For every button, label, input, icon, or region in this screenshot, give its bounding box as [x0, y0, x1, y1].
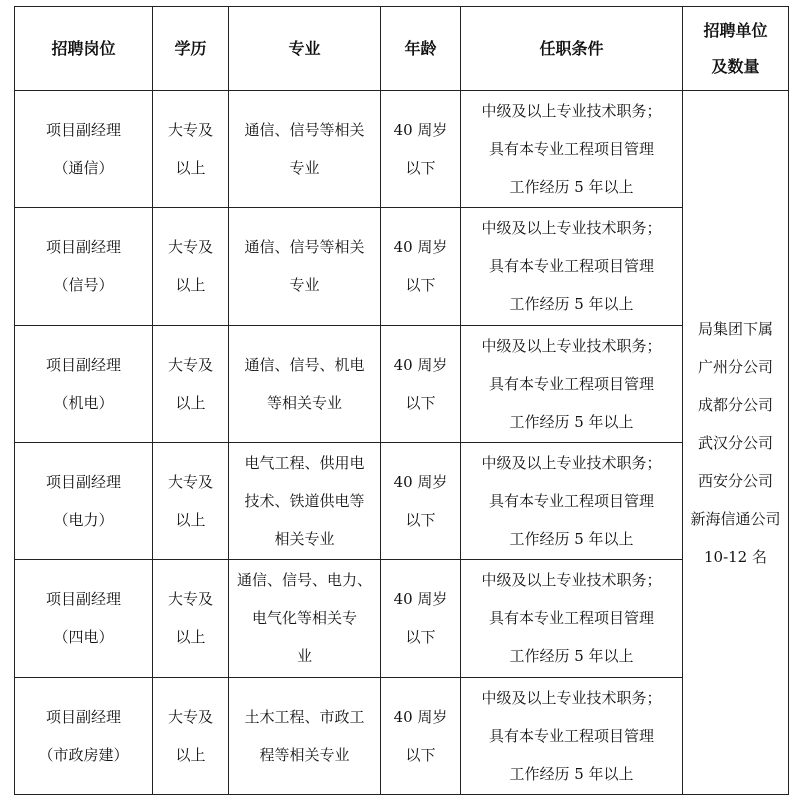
age-line: 40 周岁: [393, 355, 448, 374]
education-line: 大专及: [167, 707, 213, 726]
major-line: 专业: [289, 276, 320, 295]
cell-requirements: [461, 677, 683, 794]
age-line: 40 周岁: [393, 473, 448, 492]
age-line: 以下: [405, 745, 436, 764]
position-line: （市政房建）: [38, 745, 129, 764]
cell-major: [229, 325, 381, 442]
header-row: [15, 7, 789, 91]
table-row: [15, 208, 789, 325]
cell-requirements: [461, 560, 683, 677]
major-line: 等相关专业: [266, 393, 342, 412]
requirement-line: 中级及以上专业技术职务；: [481, 454, 662, 473]
age-line: 40 周岁: [393, 707, 448, 726]
cell-education: [153, 208, 229, 325]
cell-age: [381, 560, 461, 677]
position-line: 项目副经理: [45, 355, 121, 374]
education-line: 以上: [175, 276, 206, 295]
position-line: （四电）: [53, 628, 114, 647]
requirement-line: 具有本专业工程项目管理: [488, 374, 654, 393]
requirement-line: 工作经历 5 年以上: [509, 412, 634, 431]
cell-education: [153, 560, 229, 677]
requirement-line: 中级及以上专业技术职务；: [481, 688, 662, 707]
requirement-line: 工作经历 5 年以上: [509, 530, 634, 549]
major-line: 业: [296, 647, 312, 666]
education-line: 大专及: [167, 473, 213, 492]
major-line: 通信、信号等相关: [244, 238, 365, 257]
age-line: 以下: [405, 159, 436, 178]
header-major: 专业: [229, 7, 381, 91]
major-line: 通信、信号等相关: [244, 121, 365, 140]
header-unit-line2: 及数量: [711, 56, 760, 76]
header-age: 年龄: [381, 7, 461, 91]
requirement-line: 具有本专业工程项目管理: [488, 726, 654, 745]
cell-position: [15, 91, 153, 208]
requirement-line: 中级及以上专业技术职务；: [481, 571, 662, 590]
major-line: 程等相关专业: [259, 745, 350, 764]
header-position: 招聘岗位: [15, 7, 153, 91]
cell-major: [229, 442, 381, 559]
major-line: 相关专业: [274, 530, 335, 549]
requirement-line: 中级及以上专业技术职务；: [481, 102, 662, 121]
requirement-line: 具有本专业工程项目管理: [488, 140, 654, 159]
cell-age: [381, 91, 461, 208]
cell-education: [153, 677, 229, 794]
cell-requirements: [461, 442, 683, 559]
education-line: 大专及: [167, 238, 213, 257]
table-row: [15, 442, 789, 559]
major-line: 通信、信号、机电: [244, 355, 365, 374]
position-line: 项目副经理: [45, 121, 121, 140]
cell-age: [381, 442, 461, 559]
requirement-line: 具有本专业工程项目管理: [488, 609, 654, 628]
major-line: 专业: [289, 159, 320, 178]
education-line: 以上: [175, 745, 206, 764]
major-line: 土木工程、市政工: [244, 707, 365, 726]
cell-education: [153, 91, 229, 208]
cell-position: [15, 325, 153, 442]
cell-position: [15, 677, 153, 794]
requirement-line: 中级及以上专业技术职务；: [481, 336, 662, 355]
position-line: （机电）: [53, 393, 114, 412]
cell-requirements: [461, 325, 683, 442]
table-row: [15, 560, 789, 677]
requirement-line: 具有本专业工程项目管理: [488, 257, 654, 276]
header-unit: [683, 7, 789, 91]
education-line: 大专及: [167, 590, 213, 609]
cell-requirements: [461, 208, 683, 325]
cell-requirements: [461, 91, 683, 208]
education-line: 大专及: [167, 355, 213, 374]
age-line: 40 周岁: [393, 238, 448, 257]
cell-age: [381, 677, 461, 794]
cell-major: [229, 560, 381, 677]
requirement-line: 工作经历 5 年以上: [509, 764, 634, 783]
cell-education: [153, 325, 229, 442]
requirement-line: 工作经历 5 年以上: [509, 295, 634, 314]
header-unit-line1: 招聘单位: [703, 20, 768, 40]
age-line: 以下: [405, 511, 436, 530]
cell-major: [229, 208, 381, 325]
education-line: 以上: [175, 628, 206, 647]
position-line: 项目副经理: [45, 707, 121, 726]
major-line: 电气工程、供用电: [244, 454, 365, 473]
position-line: （信号）: [53, 276, 114, 295]
position-line: （电力）: [53, 511, 114, 530]
education-line: 大专及: [167, 121, 213, 140]
cell-major: [229, 677, 381, 794]
header-education: 学历: [153, 7, 229, 91]
major-line: 电气化等相关专: [251, 609, 357, 628]
education-line: 以上: [175, 393, 206, 412]
unit-line: 广州分公司: [697, 357, 773, 376]
requirement-line: 工作经历 5 年以上: [509, 178, 634, 197]
position-line: （通信）: [53, 159, 114, 178]
position-line: 项目副经理: [45, 590, 121, 609]
cell-position: [15, 442, 153, 559]
position-line: 项目副经理: [45, 238, 121, 257]
major-line: 技术、铁道供电等: [244, 492, 365, 511]
requirement-line: 中级及以上专业技术职务；: [481, 219, 662, 238]
cell-unit: [683, 91, 789, 795]
cell-position: [15, 560, 153, 677]
table-row: [15, 325, 789, 442]
age-line: 40 周岁: [393, 590, 448, 609]
cell-position: [15, 208, 153, 325]
table-row: [15, 677, 789, 794]
age-line: 40 周岁: [393, 121, 448, 140]
unit-line: 局集团下属: [697, 319, 773, 338]
education-line: 以上: [175, 159, 206, 178]
unit-line: 成都分公司: [697, 395, 773, 414]
header-requirements: 任职条件: [461, 7, 683, 91]
cell-education: [153, 442, 229, 559]
unit-line: 新海信通公司: [690, 509, 781, 528]
unit-line: 10-12 名: [703, 547, 767, 566]
major-line: 通信、信号、电力、: [236, 571, 372, 590]
age-line: 以下: [405, 393, 436, 412]
position-line: 项目副经理: [45, 473, 121, 492]
age-line: 以下: [405, 276, 436, 295]
requirement-line: 工作经历 5 年以上: [509, 647, 634, 666]
cell-age: [381, 325, 461, 442]
requirement-line: 具有本专业工程项目管理: [488, 492, 654, 511]
unit-line: 武汉分公司: [697, 433, 773, 452]
cell-age: [381, 208, 461, 325]
education-line: 以上: [175, 511, 206, 530]
unit-line: 西安分公司: [697, 471, 773, 490]
recruitment-table: [14, 6, 789, 795]
table-row: [15, 91, 789, 208]
cell-major: [229, 91, 381, 208]
age-line: 以下: [405, 628, 436, 647]
